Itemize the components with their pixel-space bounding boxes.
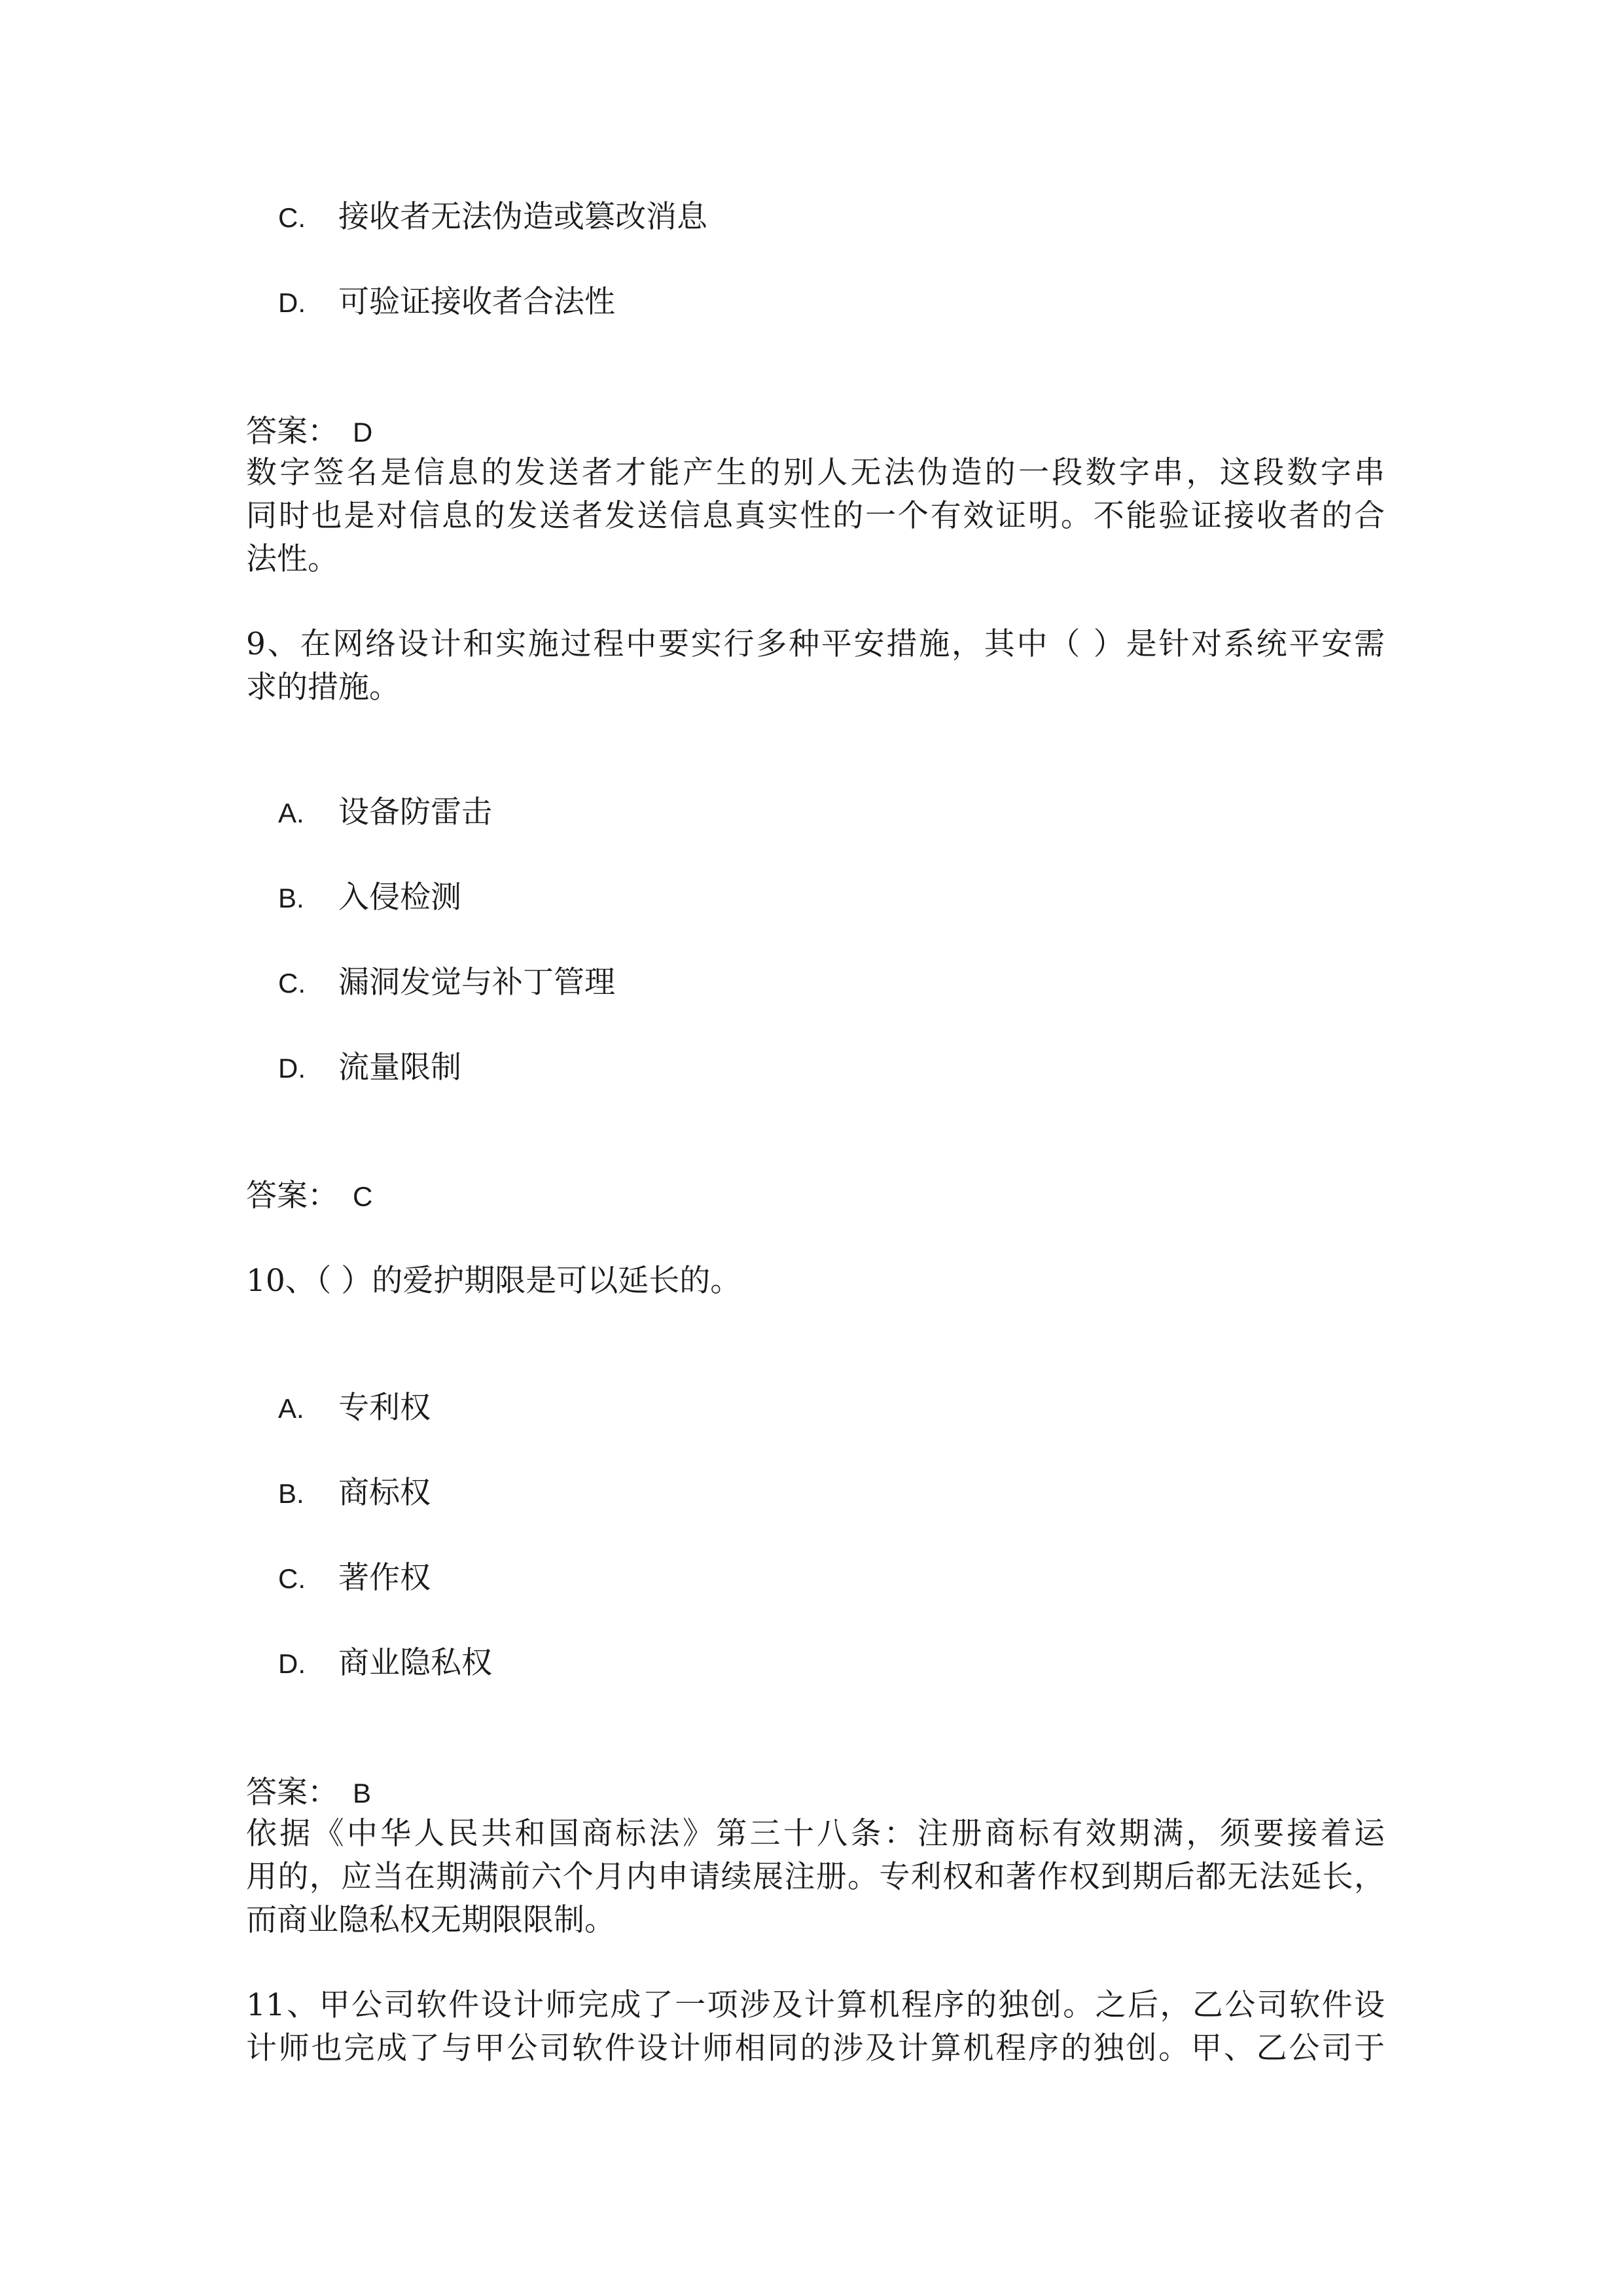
q9-answer <box>246 1176 372 1216</box>
option-text: 入侵检测 <box>338 879 461 915</box>
q8-answer <box>246 412 372 452</box>
explanation-line: 数字签名是信息的发送者才能产生的别人无法伪造的一段数字串，这段数字串 <box>246 455 1385 491</box>
q10-option-d[interactable] <box>278 1644 492 1684</box>
option-letter: A. <box>278 1393 304 1424</box>
option-letter: C. <box>278 202 306 233</box>
option-letter: D. <box>278 1053 306 1084</box>
question-line: 求的措施。 <box>246 669 400 705</box>
answer-value: D <box>353 417 373 448</box>
answer-label: 答案： <box>246 1178 338 1214</box>
option-letter: D. <box>278 287 306 318</box>
explanation-line: 用的，应当在期满前六个月内申请续展注册。专利权和著作权到期后都无法延长， <box>246 1859 1385 1895</box>
q10-option-b[interactable] <box>278 1474 431 1513</box>
option-text: 设备防雷击 <box>338 794 492 830</box>
explanation-line: 依据《中华人民共和国商标法》第三十八条：注册商标有效期满，须要接着运 <box>246 1816 1385 1852</box>
option-text: 可验证接收者合法性 <box>338 284 615 320</box>
q9-option-a[interactable] <box>278 793 492 833</box>
q8-option-d[interactable] <box>278 283 615 323</box>
q8-explanation <box>246 451 1385 581</box>
option-letter: D. <box>278 1648 306 1679</box>
q10-option-c[interactable] <box>278 1559 431 1598</box>
answer-value: C <box>353 1181 373 1212</box>
option-letter: A. <box>278 798 304 828</box>
option-text: 专利权 <box>338 1390 431 1426</box>
option-text: 漏洞发觉与补丁管理 <box>338 964 615 1000</box>
q9-question <box>246 623 1385 709</box>
q10-question <box>246 1260 1385 1303</box>
explanation-line: 同时也是对信息的发送者发送信息真实性的一个有效证明。不能验证接收者的合 <box>246 498 1385 534</box>
answer-value: B <box>353 1778 372 1809</box>
answer-label: 答案： <box>246 414 338 450</box>
q10-option-a[interactable] <box>278 1388 431 1428</box>
option-text: 接收者无法伪造或篡改消息 <box>338 199 707 235</box>
option-letter: B. <box>278 883 304 913</box>
q11-question <box>246 1984 1385 2070</box>
q8-option-c[interactable] <box>278 198 707 238</box>
question-line: 11、甲公司软件设计师完成了一项涉及计算机程序的独创。之后，乙公司软件设 <box>246 1987 1385 2023</box>
q9-option-b[interactable] <box>278 878 461 918</box>
explanation-line: 而商业隐私权无期限限制。 <box>246 1902 615 1938</box>
answer-label: 答案： <box>246 1775 338 1810</box>
question-line: 10、（ ）的爱护期限是可以延长的。 <box>246 1263 741 1299</box>
option-text: 流量限制 <box>338 1050 461 1086</box>
option-text: 商标权 <box>338 1475 431 1511</box>
option-text: 商业隐私权 <box>338 1645 492 1681</box>
option-letter: B. <box>278 1478 304 1509</box>
question-line: 计师也完成了与甲公司软件设计师相同的涉及计算机程序的独创。甲、乙公司于 <box>246 2030 1385 2066</box>
option-letter: C. <box>278 968 306 998</box>
q9-option-d[interactable] <box>278 1048 461 1088</box>
option-text: 著作权 <box>338 1560 431 1596</box>
option-letter: C. <box>278 1563 306 1594</box>
q10-answer <box>246 1773 371 1813</box>
q9-option-c[interactable] <box>278 963 615 1003</box>
question-line: 9、在网络设计和实施过程中要实行多种平安措施，其中（ ）是针对系统平安需 <box>246 626 1385 662</box>
explanation-line: 法性。 <box>246 541 338 577</box>
q10-explanation <box>246 1812 1385 1942</box>
